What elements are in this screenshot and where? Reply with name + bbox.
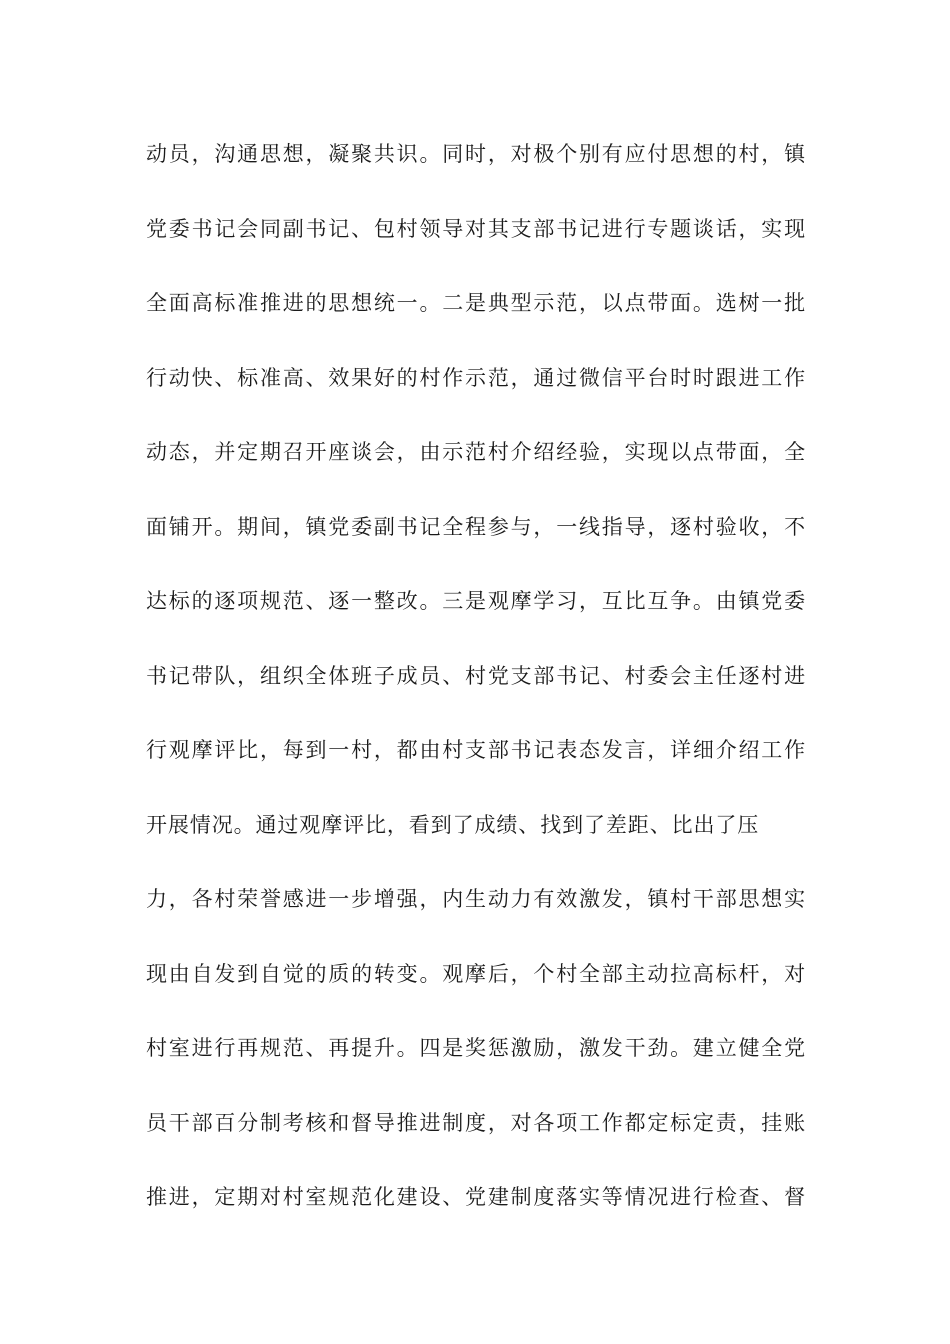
text-line-5: 动态，并定期召开座谈会，由示范村介绍经验，实现以点带面，全 bbox=[146, 440, 806, 464]
text-line-6: 面铺开。期间，镇党委副书记全程参与，一线指导，逐村验收，不 bbox=[146, 514, 806, 539]
text-line-1: 动员，沟通思想，凝聚共识。同时，对极个别有应付思想的村，镇 bbox=[146, 142, 806, 166]
text-line-7: 达标的逐项规范、逐一整改。三是观摩学习，互比互争。由镇党委 bbox=[146, 589, 806, 613]
body-text bbox=[146, 132, 806, 1250]
text-line-3: 全面高标准推进的思想统一。二是典型示范，以点带面。选树一批 bbox=[146, 291, 806, 315]
text-line-13: 村室进行再规范、再提升。四是奖惩激励，激发干劲。建立健全党 bbox=[146, 1036, 806, 1060]
text-line-2: 党委书记会同副书记、包村领导对其支部书记进行专题谈话，实现 bbox=[146, 216, 806, 241]
text-line-4: 行动快、标准高、效果好的村作示范，通过微信平台时时跟进工作 bbox=[146, 365, 806, 390]
text-line-12: 现由自发到自觉的质的转变。观摩后，个村全部主动拉高标杆，对 bbox=[146, 961, 806, 986]
text-line-11: 力，各村荣誉感进一步增强，内生动力有效激发，镇村干部思想实 bbox=[146, 887, 806, 911]
text-line-14: 员干部百分制考核和督导推进制度，对各项工作都定标定责，挂账 bbox=[146, 1110, 806, 1135]
text-line-8: 书记带队，组织全体班子成员、村党支部书记、村委会主任逐村进 bbox=[146, 663, 806, 688]
text-line-10: 开展情况。通过观摩评比，看到了成绩、找到了差距、比出了压 bbox=[146, 812, 760, 837]
text-line-15: 推进，定期对村室规范化建设、党建制度落实等情况进行检查、督 bbox=[146, 1185, 806, 1209]
text-line-9: 行观摩评比，每到一村，都由村支部书记表态发言，详细介绍工作 bbox=[146, 738, 806, 762]
